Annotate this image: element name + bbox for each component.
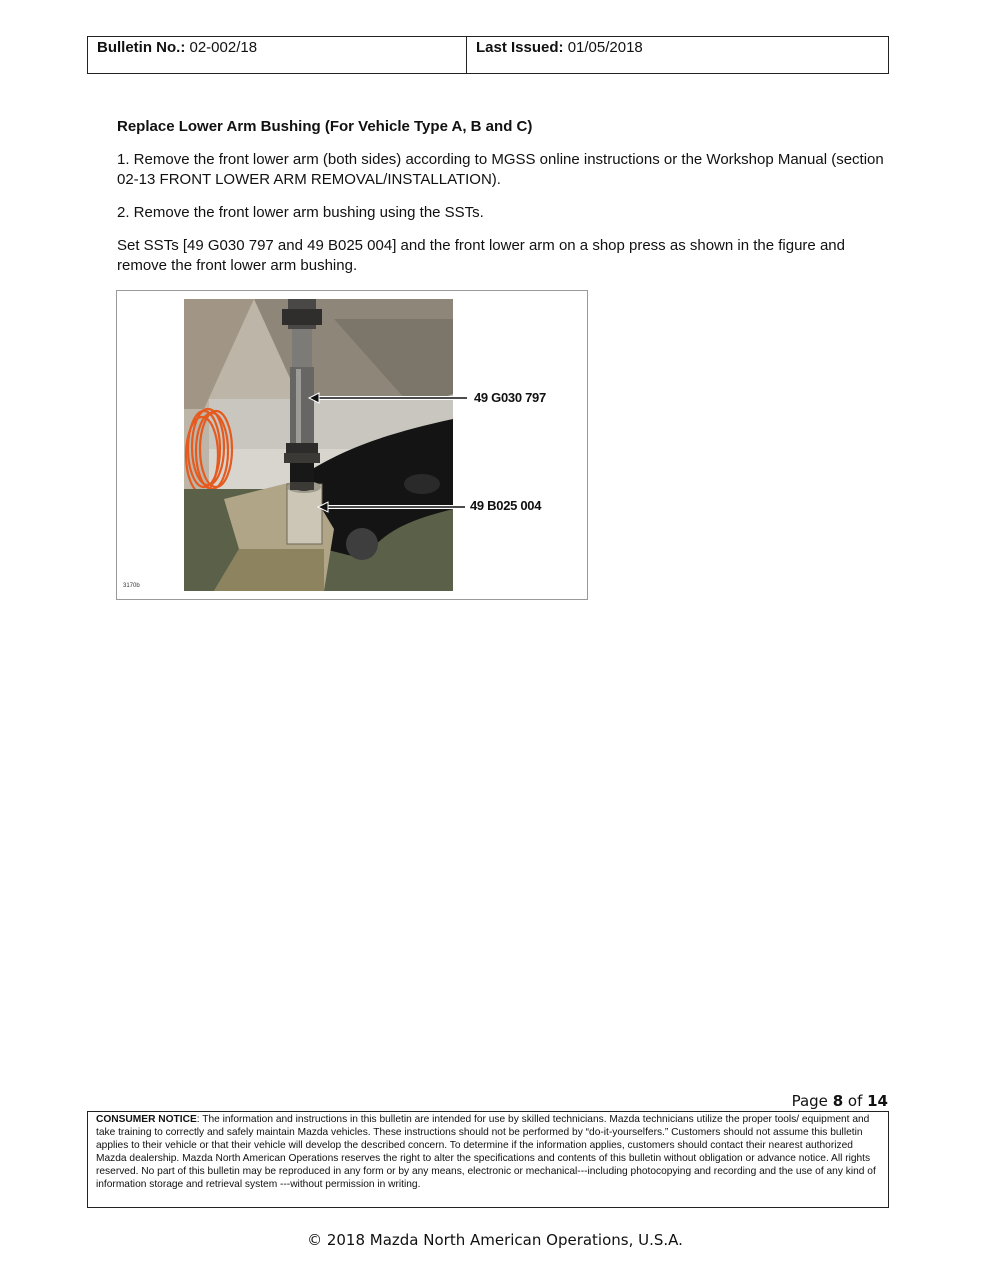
shop-press-figure bbox=[116, 290, 588, 600]
callout-arrows bbox=[117, 291, 589, 601]
callout-upper-label: 49 G030 797 bbox=[474, 390, 546, 405]
consumer-notice-text: : The information and instructions in this bulletin are intended for use by skilled technicians. Mazda technicians utilize the proper tools/ equipment and take training to correctly and safely maintain Mazda vehicles. These instructions should not be performed by “do-it-yourselfers.” Customers should not assume this bulletin applies to their vehicle or that their vehicle will develop the described concern. To determine if the information applies, customers should contact their nearest authorized Mazda dealership. Mazda North American Operations reserves the right to alter the specifications and contents of this bulletin without obligation or advance notice. All rights reserved. No part of this bulletin may be reproduced in any form or by any means, electronic or mechanical---including photocopying and recording and the use of any kind of information storage and retrieval system ---without permission in writing. bbox=[96, 1114, 876, 1190]
consumer-notice-label: CONSUMER NOTICE bbox=[96, 1114, 197, 1125]
callout-lower-label: 49 B025 004 bbox=[470, 498, 542, 513]
last-issued-label: Last Issued: bbox=[476, 39, 564, 56]
step-2-detail-text: Set SSTs [49 G030 797 and 49 B025 004] and the front lower arm on a shop press as shown in the figure and remove the front lower arm bushing. bbox=[117, 237, 845, 274]
figure-id: 3170b bbox=[123, 583, 140, 589]
bulletin-content bbox=[117, 117, 892, 289]
bulletin-number-cell bbox=[88, 37, 467, 73]
bulletin-number-label: Bulletin No.: bbox=[97, 39, 186, 56]
bulletin-header bbox=[87, 36, 889, 74]
last-issued-cell bbox=[467, 37, 888, 73]
page-total: 14 bbox=[867, 1092, 888, 1110]
copyright: © 2018 Mazda North American Operations, U.S.A. bbox=[307, 1231, 683, 1249]
page-prefix: Page bbox=[791, 1092, 833, 1110]
page-of: of bbox=[843, 1092, 868, 1110]
page-number bbox=[792, 1092, 888, 1110]
last-issued-value: 01/05/2018 bbox=[567, 39, 643, 56]
bulletin-number-value: 02-002/18 bbox=[189, 39, 258, 56]
step-2-text: 2. Remove the front lower arm bushing using the SSTs. bbox=[117, 204, 484, 221]
consumer-notice bbox=[87, 1111, 889, 1208]
section-title: Replace Lower Arm Bushing (For Vehicle Type A, B and C) bbox=[117, 118, 533, 135]
page-current: 8 bbox=[832, 1092, 844, 1110]
step-1-text: 1. Remove the front lower arm (both sides) according to MGSS online instructions or the Workshop Manual (section 02-13 FRONT LOWER ARM REMOVAL/INSTALLATION). bbox=[117, 151, 884, 188]
